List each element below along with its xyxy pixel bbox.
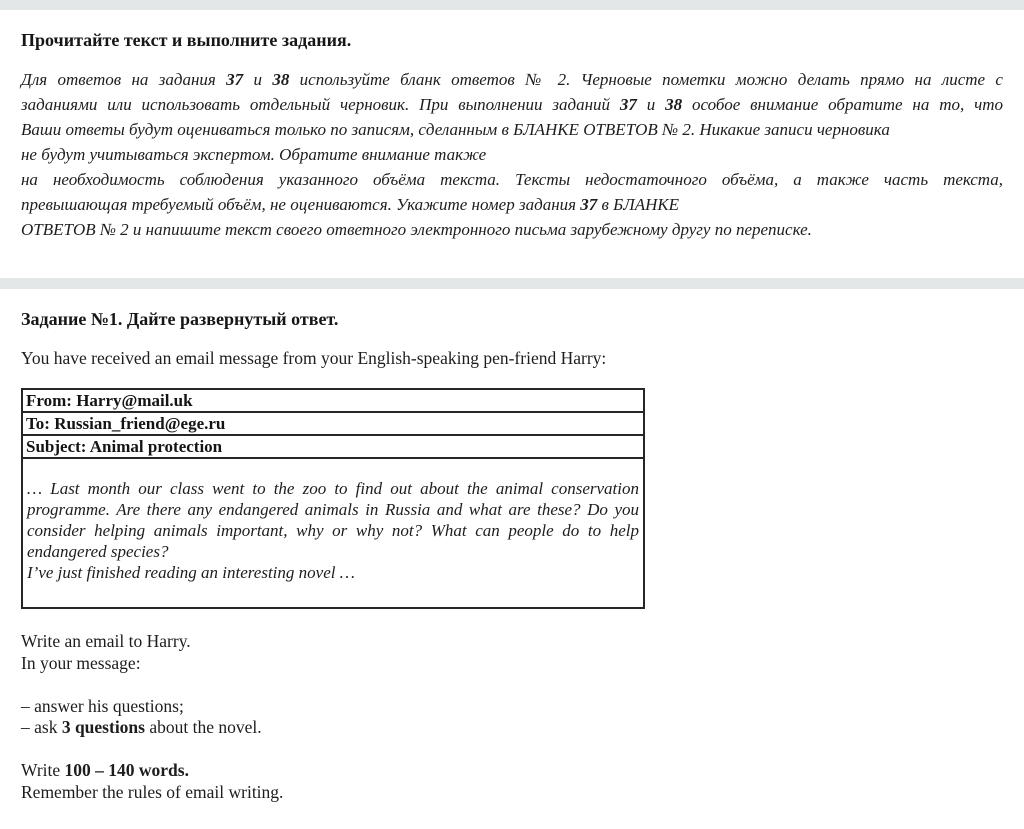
bold-text-segment: 38 [272, 70, 290, 89]
email-from-row: From: Harry@mail.uk [23, 390, 643, 413]
intro-line [21, 217, 1003, 242]
write-email-line [21, 631, 1003, 653]
text-segment: Remember the rules of email writing. [21, 781, 284, 802]
text-segment: Write an email to Harry. [21, 631, 191, 651]
text-segment: Для ответов на задания [21, 70, 227, 89]
intro-line [21, 192, 1003, 217]
word-count-line [21, 760, 1003, 782]
text-segment: не будут учитываться экспертом. Обратите внимание также [21, 145, 487, 164]
bold-text-segment: 37 [226, 70, 244, 89]
text-segment: about the novel. [144, 717, 262, 737]
text-segment: Write [21, 760, 65, 780]
bold-text-segment: 38 [665, 95, 683, 114]
email-message-box [21, 388, 645, 609]
bold-text-segment: 3 questions [61, 717, 145, 737]
intro-line [21, 117, 1003, 142]
text-segment: In your message: [21, 652, 141, 673]
text-segment: в БЛАНКЕ [597, 195, 680, 214]
section-divider [0, 278, 1024, 289]
text-segment: особое внимание обратите на то, что [682, 95, 1004, 114]
email-body-line: … Last month our class went to the zoo to find out about the animal conservation [27, 479, 639, 498]
task-heading: Задание №1. Дайте развернутый ответ. [21, 309, 339, 329]
intro-line [21, 167, 1003, 192]
bullet-ask-questions [21, 717, 1003, 739]
email-body-line: endangered species? [27, 542, 169, 561]
text-segment: используйте бланк ответов № 2. Черновые пометки можно делать прямо на листе с [289, 70, 1003, 89]
task-section [0, 309, 1024, 803]
email-to-row: To: Russian_friend@ege.ru [23, 413, 643, 436]
text-segment: и [243, 70, 273, 89]
bold-text-segment: 37 [619, 95, 637, 114]
intro-line [21, 142, 1003, 167]
writing-instructions [21, 631, 1003, 803]
task-lead: You have received an email message from your English-speaking pen-friend Harry: [21, 348, 607, 368]
email-body-line: I’ve just finished reading an interesting novel … [27, 563, 355, 582]
text-segment: – ask [21, 717, 62, 737]
email-body-line: programme. Are there any endangered animals in Russia and what are these? Do you [27, 500, 639, 519]
in-your-message-line [21, 653, 1003, 675]
email-body [23, 459, 643, 607]
text-segment: и [636, 95, 666, 114]
text-segment: – answer his questions; [21, 695, 184, 716]
text-segment: на необходимость соблюдения указанного объёма текста. Тексты недостаточного объёма, а также часть текста, [21, 170, 1003, 189]
intro-line [21, 67, 1003, 92]
email-body-line: consider helping animals important, why or why not? What can people do to help [27, 521, 639, 540]
bold-text-segment: 37 [580, 195, 598, 214]
top-divider [0, 0, 1024, 10]
text-segment: ОТВЕТОВ № 2 и напишите текст своего ответного электронного письма зарубежному другу по переписке. [21, 220, 812, 239]
email-subject-row: Subject: Animal protection [23, 436, 643, 459]
rules-line [21, 782, 1003, 804]
bullet-answer-questions [21, 696, 1003, 718]
text-segment: заданиями или использовать отдельный черновик. При выполнении заданий [21, 95, 620, 114]
text-segment: превышающая требуемый объём, не оцениваются. Укажите номер задания [21, 195, 581, 214]
instructions-heading: Прочитайте текст и выполните задания. [21, 30, 352, 50]
bold-text-segment: 100 – 140 words. [64, 760, 189, 780]
instructions-section [0, 30, 1024, 242]
intro-line [21, 92, 1003, 117]
intro-paragraph [21, 67, 1003, 242]
text-segment: Ваши ответы будут оцениваться только по записям, сделанным в БЛАНКЕ ОТВЕТОВ № 2. Никакие записи черновика [21, 120, 890, 139]
